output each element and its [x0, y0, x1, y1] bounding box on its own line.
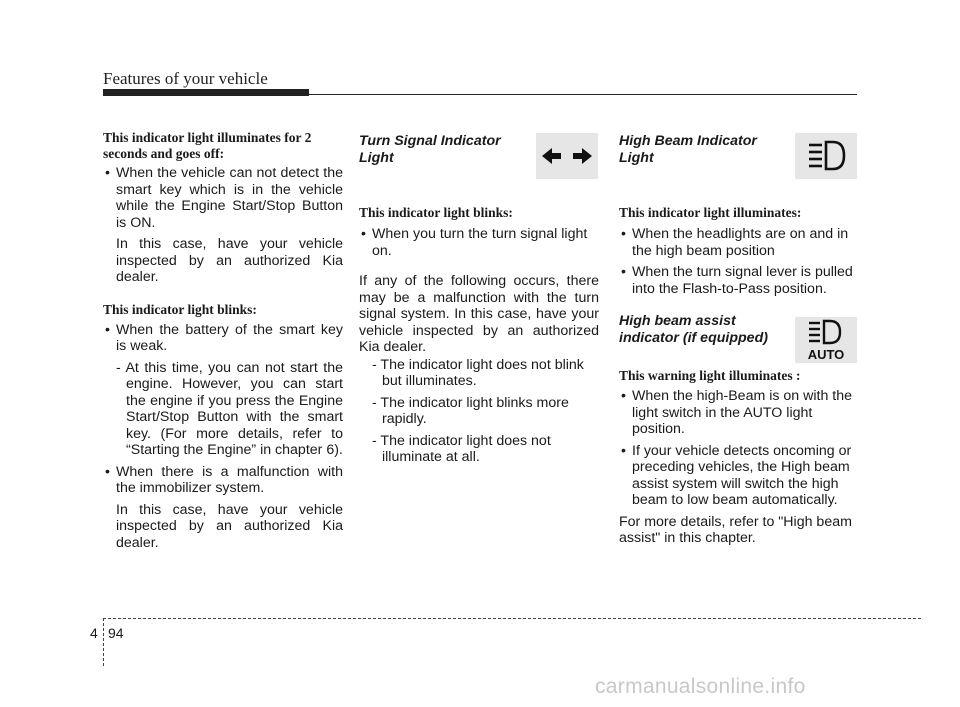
column-1: [103, 130, 343, 551]
col2-heading: This indicator light blinks:: [359, 205, 513, 220]
chapter-number: 4: [90, 625, 98, 641]
page-number: 94: [108, 625, 124, 641]
col2-dash-2: - The indicator light blinks more rapidly.: [372, 394, 569, 427]
col3-heading: This indicator light illuminates:: [619, 205, 802, 220]
col1-bullet-1-sub: In this case, have your vehicle inspected by an authorized Kia dealer.: [116, 236, 343, 285]
col1-bullet-3: • When there is a malfunction with the immobilizer system.: [103, 464, 343, 497]
col1-bullet-3-sub: In this case, have your vehicle inspected by an authorized Kia dealer.: [116, 501, 343, 551]
col2-paragraph: If any of the following occurs, there may be a malfunction with the turn signal system. In this case, have your vehicle inspected by an authorized Kia dealer.: [359, 273, 599, 355]
col2-title: Turn Signal Indicator Light: [359, 133, 501, 166]
header-bar-thick: [103, 89, 309, 96]
col3-paragraph: For more details, refer to "High beam assist" in this chapter.: [619, 513, 852, 546]
turn-signal-arrows-icon: [536, 133, 598, 179]
col3-title-2: High beam assist indicator (if equipped): [619, 313, 768, 346]
col1-heading-2: This indicator light blinks:: [103, 301, 257, 317]
col3-bullet-2: • When the turn signal lever is pulled into the Flash-to-Pass position.: [619, 264, 859, 297]
col3-bullet-1: • When the headlights are on and in the high beam position: [619, 226, 859, 259]
high-beam-auto-icon: [795, 317, 857, 363]
col1-bullet-2: • When the battery of the smart key is weak.: [103, 322, 343, 355]
footer-dashed-line: [103, 618, 921, 619]
footer-vertical-line: [103, 618, 104, 666]
page-header-title: Features of your vehicle: [103, 69, 268, 88]
col1-bullet-1: • When the vehicle can not detect the smart key which is in the vehicle while the Engine Start/Stop Button is ON.: [103, 165, 343, 231]
auto-label: AUTO: [807, 347, 845, 362]
col3-bullet-4: • If your vehicle detects oncoming or preceding vehicles, the High beam assist system will switch the high beam to low beam automatically.: [619, 443, 859, 509]
col3-heading-2: This warning light illuminates :: [619, 368, 801, 383]
header-bar-thin: [309, 94, 857, 95]
high-beam-icon: [795, 133, 857, 179]
column-2: [359, 130, 599, 466]
col3-bullet-3: • When the high-Beam is on with the light switch in the AUTO light position.: [619, 388, 859, 438]
col2-dash-1: - The indicator light does not blink but illuminates.: [372, 356, 584, 389]
col1-bullet-2-sub: - At this time, you can not start the engine. However, you can start the engine if you press the Engine Start/Stop Button with the smart key. (For more details, refer to “Starting the Engine” in chapter 6).: [116, 359, 343, 458]
col3-title: High Beam Indicator Light: [619, 133, 757, 166]
watermark: carmanualsonline.info: [595, 675, 806, 698]
col2-dash-3: - The indicator light does not illuminate at all.: [372, 432, 551, 465]
col2-bullet-1: • When you turn the turn signal light on.: [359, 226, 599, 259]
col1-heading-1: This indicator light illuminates for 2 seconds and goes off:: [103, 130, 312, 161]
